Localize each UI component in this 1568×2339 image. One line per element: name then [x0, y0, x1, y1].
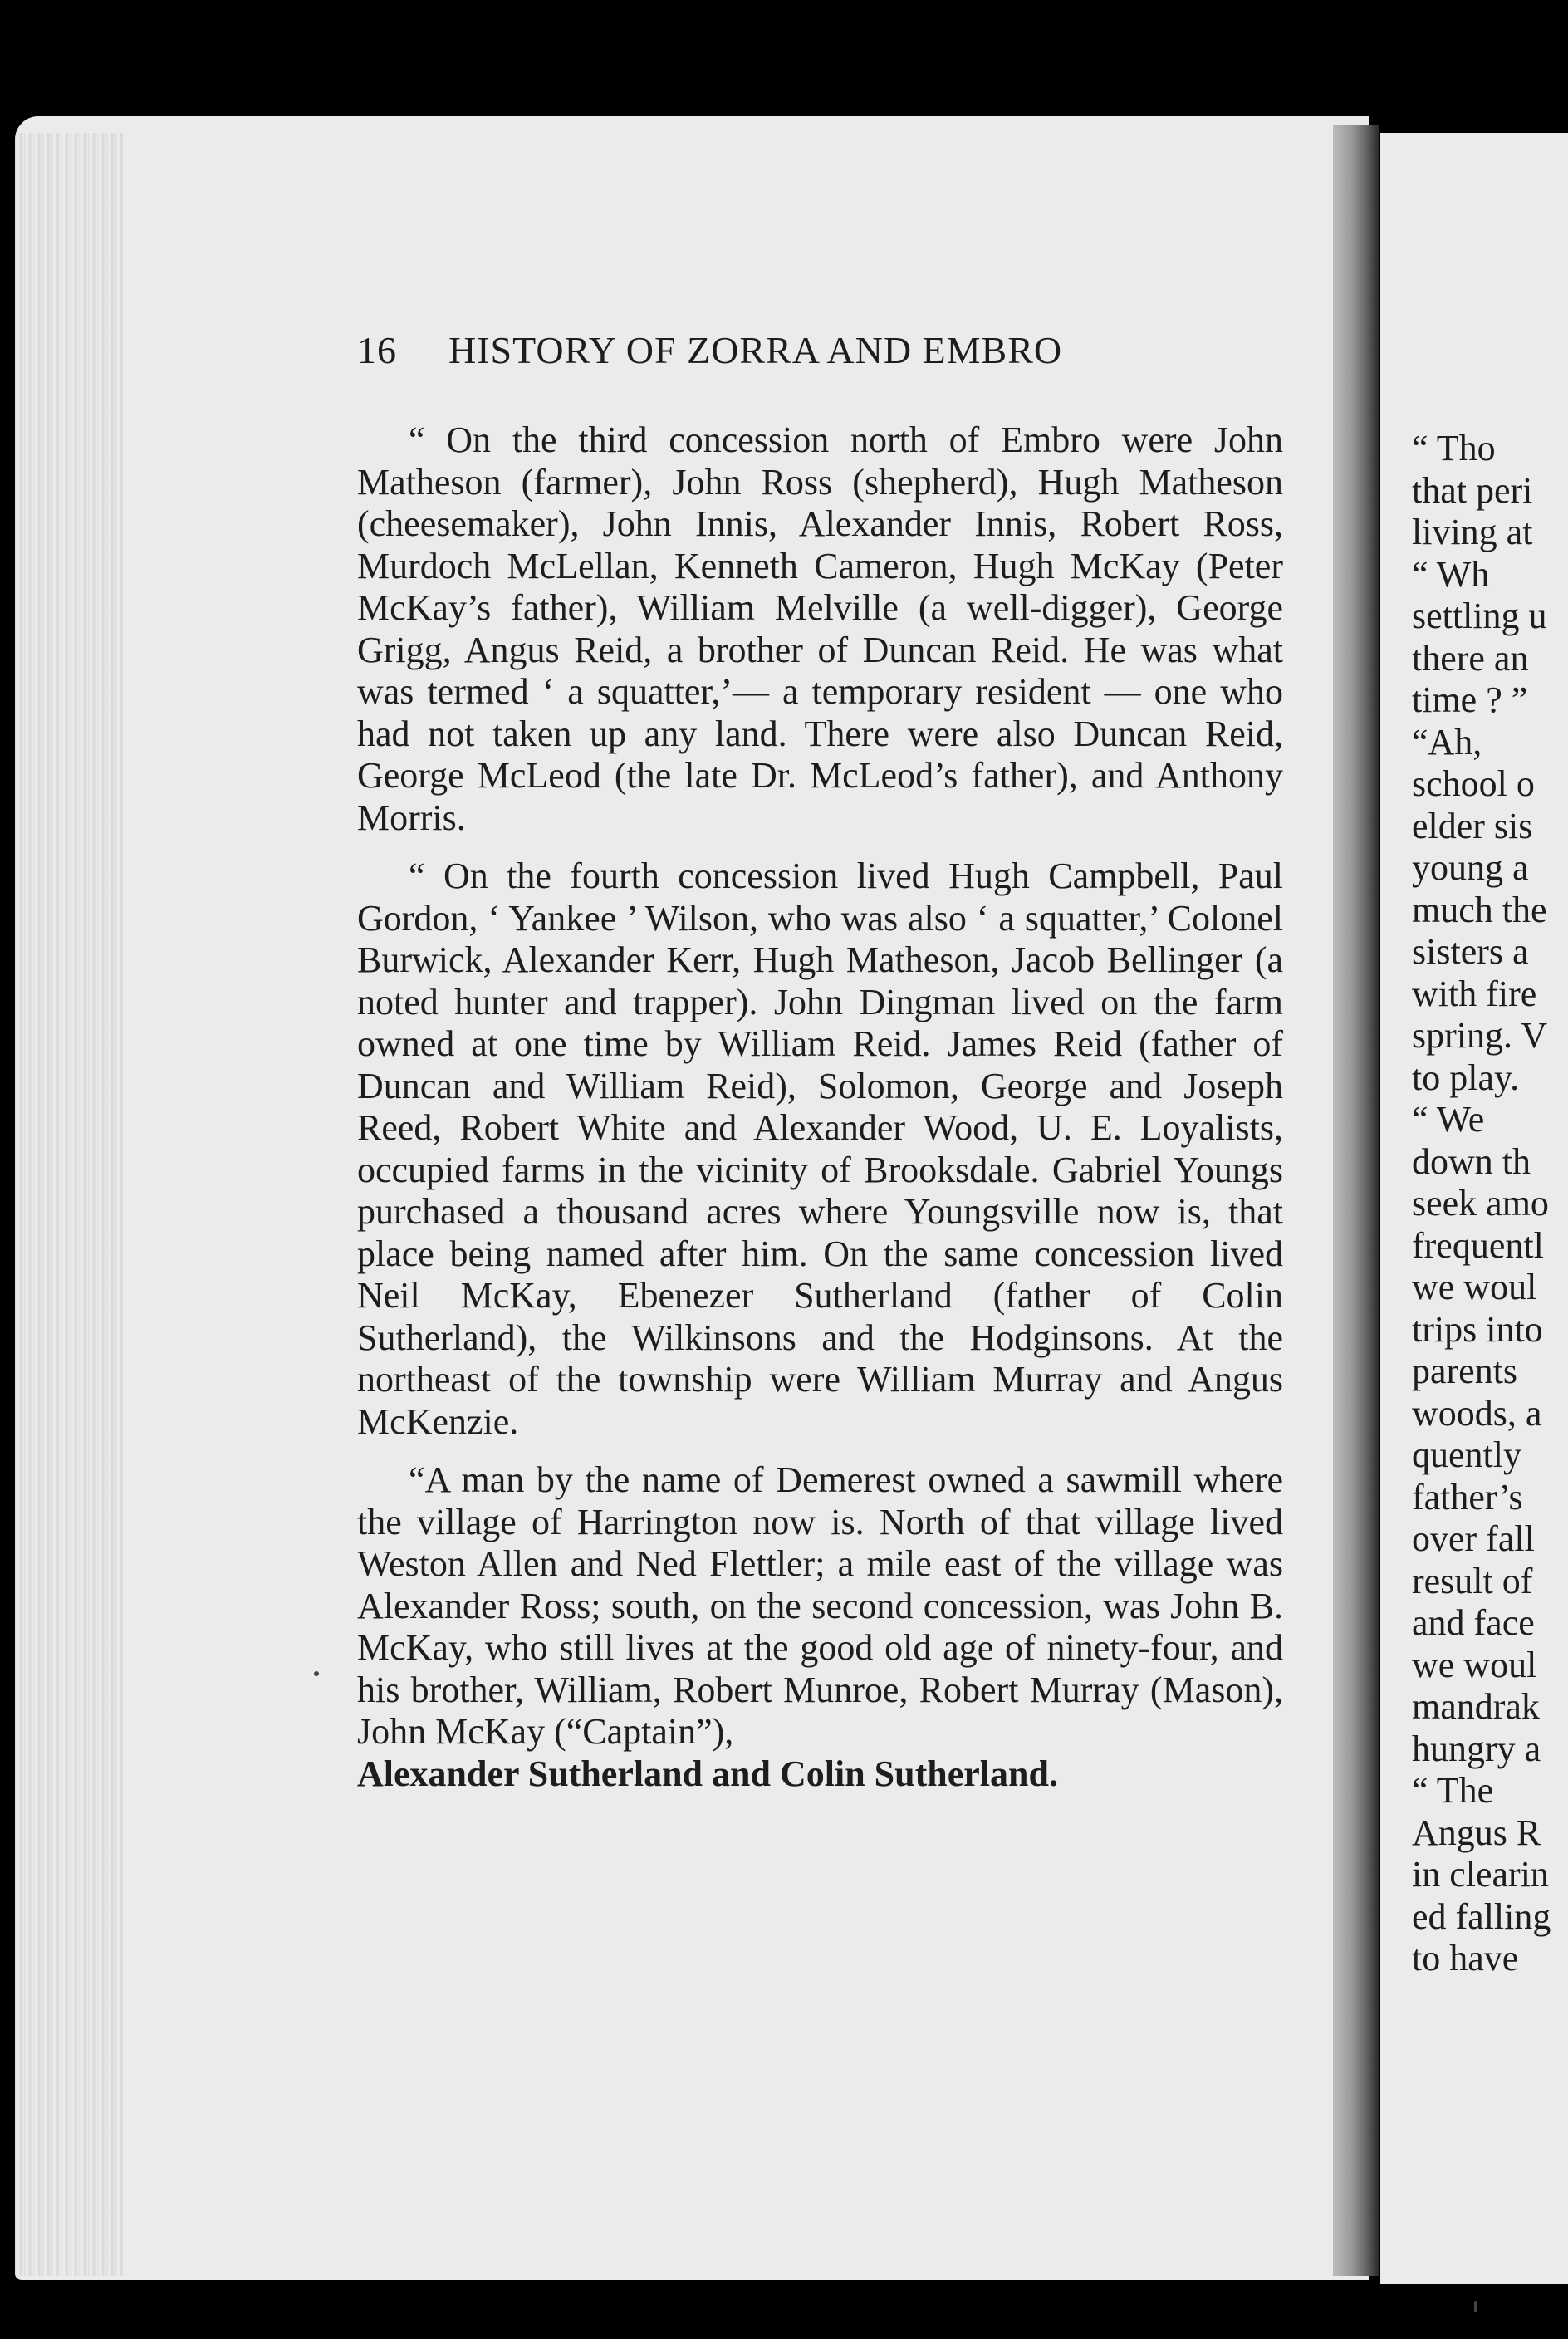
- right-page-line: we woul: [1412, 1267, 1537, 1307]
- paragraph-last-line: Alexander Sutherland and Colin Sutherland.: [357, 1753, 1058, 1794]
- running-title: HISTORY OF ZORRA AND EMBRO: [448, 329, 1063, 371]
- right-page-line: quently: [1412, 1434, 1521, 1475]
- right-page-line: there an: [1412, 637, 1529, 679]
- paragraph-demerest: [357, 1459, 1283, 1753]
- right-page-line: result of: [1412, 1560, 1533, 1601]
- right-page-line: “ The: [1412, 1770, 1494, 1811]
- right-page-line: time ? ”: [1412, 679, 1528, 720]
- right-page-line: spring. V: [1412, 1015, 1547, 1056]
- right-page-line: much the: [1412, 889, 1547, 930]
- right-page-line: school o: [1412, 763, 1535, 804]
- right-page-text: [1412, 428, 1551, 1980]
- right-page-line: mandrak: [1412, 1686, 1540, 1727]
- right-page-line: and face: [1412, 1602, 1535, 1643]
- right-page-line: hungry a: [1412, 1728, 1541, 1769]
- right-page-line: “ Tho: [1412, 428, 1496, 468]
- right-page-line: to have: [1412, 1938, 1519, 1979]
- right-page-line: over fall: [1412, 1518, 1535, 1559]
- right-page-line: seek amo: [1412, 1183, 1549, 1223]
- right-page-line: down th: [1412, 1140, 1531, 1182]
- paragraph-third-concession: “ On the third concession north of Embro were John Matheson (farmer), John Ross (shepherd), Hugh Matheson (cheesemaker), John Innis, Alexander Innis, Robert Ross, Murdoch McLellan, Kenneth Cameron, Hugh McKay (Peter McKay’s father), William Melville (a well-digger), George Grigg, Angus Reid, a brother of Duncan Reid. He was what was termed ‘ a squatter,’— a temporary resident — one who had not taken up any land. There were also Duncan Reid, George McLeod (the late Dr. McLeod’s father), and Anthony Morris.: [357, 419, 1283, 838]
- right-page-line: parents: [1412, 1351, 1518, 1391]
- right-page-line: that peri: [1412, 469, 1533, 511]
- speck-mark: [314, 1671, 319, 1676]
- paragraph-fourth-concession: “ On the fourth concession lived Hugh Campbell, Paul Gordon, ‘ Yankee ’ Wilson, who was also ‘ a squatter,’ Colonel Burwick, Alexander Kerr, Hugh Matheson, Jacob Bellinger (a noted hunter and trapper). John Dingman lived on the farm owned at one time by William Reid. James Reid (father of Duncan and William Reid), Solomon, George and Joseph Reed, Robert White and Alexander Wood, U. E. Loyalists, occupied farms in the vicinity of Brooksdale. Gabriel Youngs purchased a thousand acres where Youngsville now is, that place being named after him. On the same concession lived Neil McKay, Ebenezer Sutherland (father of Colin Sutherland), the Wilkinsons and the Hodginsons. At the northeast of the township were William Murray and Angus McKenzie.: [357, 856, 1283, 1442]
- page-number: 16: [357, 329, 397, 371]
- right-page-line: to play.: [1412, 1057, 1520, 1098]
- page-edges: [15, 133, 123, 2276]
- right-page-line: woods, a: [1412, 1392, 1542, 1434]
- book-gutter: [1333, 125, 1379, 2276]
- right-page-line: Angus R: [1412, 1812, 1541, 1853]
- body-text: [357, 419, 1283, 1812]
- right-page-line: trips into: [1412, 1308, 1543, 1350]
- right-page-line: “Ah,: [1412, 721, 1482, 763]
- right-page-line: elder sis: [1412, 805, 1533, 846]
- page-header: [357, 328, 1221, 386]
- right-page-line: ed falling: [1412, 1895, 1551, 1937]
- right-page-line: “ We: [1412, 1099, 1485, 1140]
- right-page-line: with fire: [1412, 973, 1537, 1014]
- right-page-line: in clearin: [1412, 1854, 1549, 1895]
- right-page-line: living at: [1412, 512, 1533, 552]
- paragraph-demerest-text: “A man by the name of Demerest owned a sawmill where the village of Harrington now is. North of that village lived Weston Allen and Ned Flettler; a mile east of the village was Alexander Ross; south, on the second concession, was John B. McKay, who still lives at the good old age of ninety-four, and his brother, William, Robert Munroe, Robert Murray (Mason), John McKay (“Captain”),: [357, 1459, 1283, 1752]
- right-page-line: frequentl: [1412, 1224, 1544, 1266]
- speck-mark: [1474, 2301, 1477, 2312]
- right-page-line: sisters a: [1412, 931, 1529, 972]
- right-page-line: settling u: [1412, 596, 1547, 636]
- right-page-line: father’s: [1412, 1476, 1523, 1518]
- right-page-line: young a: [1412, 847, 1529, 888]
- right-page-line: “ Wh: [1412, 553, 1490, 595]
- right-page-line: we woul: [1412, 1644, 1537, 1685]
